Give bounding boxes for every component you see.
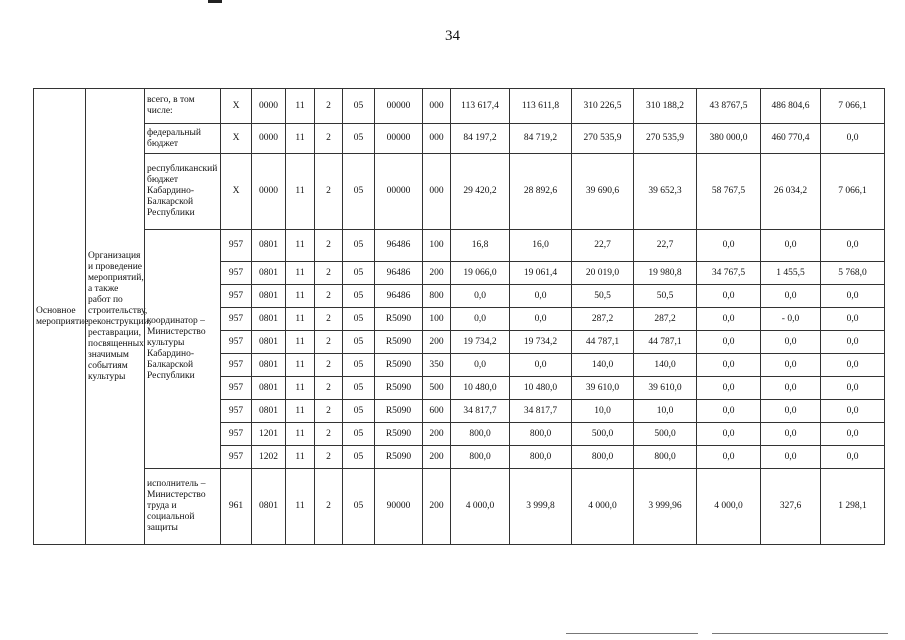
table-cell: 05 [343,423,375,446]
table-cell: 0,0 [697,354,761,377]
table-cell: R5090 [375,331,423,354]
table-cell: 961 [221,469,252,545]
table-cell: 2 [315,124,343,154]
table-cell: 11 [286,230,315,262]
table-cell: 00000 [375,124,423,154]
table-cell: 11 [286,262,315,285]
table-cell: 00000 [375,89,423,124]
table-cell: 1201 [252,423,286,446]
table-cell: 44 787,1 [634,331,697,354]
table-cell: 0,0 [821,308,885,331]
table-cell: 0,0 [761,377,821,400]
table-cell: 800 [423,285,451,308]
table-cell: 5 768,0 [821,262,885,285]
table-cell: 957 [221,400,252,423]
table-cell: 2 [315,469,343,545]
table-cell: 500 [423,377,451,400]
table-cell: 28 892,6 [510,154,572,230]
table-cell: 0,0 [510,354,572,377]
table-cell: 19 061,4 [510,262,572,285]
table-cell: 2 [315,230,343,262]
table-cell: 957 [221,331,252,354]
table-cell: 113 617,4 [451,89,510,124]
table-cell: 100 [423,230,451,262]
table-cell: 05 [343,124,375,154]
table-cell: 000 [423,89,451,124]
table-cell: 05 [343,354,375,377]
table-cell: 3 999,96 [634,469,697,545]
table-cell: 19 980,8 [634,262,697,285]
table-cell: 270 535,9 [572,124,634,154]
table-cell: 800,0 [451,446,510,469]
table-cell: 00000 [375,154,423,230]
table-cell: 39 690,6 [572,154,634,230]
table-cell: 310 188,2 [634,89,697,124]
table-cell: 800,0 [634,446,697,469]
table-cell: 0,0 [697,377,761,400]
table-cell: 0,0 [761,446,821,469]
table-cell: 0,0 [821,423,885,446]
table-cell: 05 [343,285,375,308]
table-cell: 84 197,2 [451,124,510,154]
table-row [34,124,885,154]
table-cell: X [221,89,252,124]
table-cell: 957 [221,354,252,377]
table-cell: 4 000,0 [572,469,634,545]
table-cell: 800,0 [572,446,634,469]
table-cell: 22,7 [572,230,634,262]
table-cell: 05 [343,262,375,285]
table-cell: 0,0 [510,285,572,308]
table-cell: 0,0 [821,124,885,154]
table-cell: 16,8 [451,230,510,262]
table-cell: R5090 [375,423,423,446]
table-cell: 2 [315,154,343,230]
table-cell: 0,0 [761,331,821,354]
table-cell: 39 610,0 [634,377,697,400]
table-cell: 350 [423,354,451,377]
table-cell: 11 [286,331,315,354]
table-cell: 380 000,0 [697,124,761,154]
table-cell: 0801 [252,377,286,400]
table-cell: 000 [423,154,451,230]
table-cell: 05 [343,89,375,124]
table-cell: 0801 [252,230,286,262]
table-cell: 0,0 [821,400,885,423]
executor-label: исполнитель – Министерство труда и социальной защиты [145,469,221,545]
table-cell: 0,0 [697,308,761,331]
table-cell: 1 455,5 [761,262,821,285]
table-cell: 0,0 [697,446,761,469]
table-cell: 2 [315,354,343,377]
table-cell: 200 [423,331,451,354]
table-cell: 957 [221,308,252,331]
table-cell: 200 [423,262,451,285]
table-cell: 05 [343,230,375,262]
table-cell: 113 611,8 [510,89,572,124]
table-cell: 2 [315,400,343,423]
table-cell: 22,7 [634,230,697,262]
table-cell: 800,0 [510,423,572,446]
table-cell: 2 [315,262,343,285]
table-cell: 270 535,9 [634,124,697,154]
table-cell: R5090 [375,308,423,331]
table-cell: 0801 [252,262,286,285]
table-cell: 11 [286,446,315,469]
table-cell: 39 652,3 [634,154,697,230]
table-cell: 05 [343,154,375,230]
table-cell: 0,0 [451,285,510,308]
table-cell: 0,0 [761,423,821,446]
table-cell: 0801 [252,308,286,331]
table-cell: 310 226,5 [572,89,634,124]
table-cell: 19 734,2 [510,331,572,354]
table-cell: 7 066,1 [821,89,885,124]
table-cell: 11 [286,354,315,377]
table-cell: 140,0 [572,354,634,377]
table-cell: 100 [423,308,451,331]
table-cell: 0801 [252,354,286,377]
page-number: 34 [445,28,460,44]
table-cell: X [221,154,252,230]
table-cell: 2 [315,308,343,331]
table-cell: 0,0 [697,230,761,262]
table-cell: 0801 [252,400,286,423]
table-cell: 200 [423,423,451,446]
main-event-label: Основное мероприятие [34,89,86,545]
table-cell: 05 [343,446,375,469]
table-cell: 10,0 [634,400,697,423]
table-cell: 0,0 [761,230,821,262]
table-cell: 0,0 [821,331,885,354]
table-cell: X [221,124,252,154]
table-cell: 11 [286,285,315,308]
table-cell: 2 [315,446,343,469]
table-cell: 2 [315,285,343,308]
table-cell: 0,0 [821,354,885,377]
table-cell: 05 [343,331,375,354]
table-cell: 957 [221,230,252,262]
table-cell: 11 [286,469,315,545]
table-cell: 3 999,8 [510,469,572,545]
table-cell: 43 8767,5 [697,89,761,124]
table-cell: 11 [286,423,315,446]
table-cell: 0,0 [761,285,821,308]
table-cell: 800,0 [451,423,510,446]
table-cell: 05 [343,469,375,545]
table-cell: 11 [286,400,315,423]
table-cell: 0801 [252,331,286,354]
table-cell: 39 610,0 [572,377,634,400]
budget-table [33,88,885,545]
table-cell: 11 [286,377,315,400]
table-cell: 0801 [252,469,286,545]
table-cell: 50,5 [634,285,697,308]
table-row [34,230,885,262]
table-cell: 0000 [252,89,286,124]
table-cell: 0,0 [761,354,821,377]
table-cell: 19 066,0 [451,262,510,285]
table-cell: 500,0 [572,423,634,446]
table-cell: 600 [423,400,451,423]
table-cell: 0,0 [821,230,885,262]
table-cell: 19 734,2 [451,331,510,354]
table-cell: 327,6 [761,469,821,545]
table-cell: 0,0 [451,354,510,377]
event-description: Организация и проведение мероприятий, а также работ по строительству, реконструкции, реставрации, посвященных значимым событиям культуры [86,89,145,545]
source-total: всего, в том числе: [145,89,221,124]
table-cell: 2 [315,377,343,400]
table-cell: 140,0 [634,354,697,377]
table-cell: 7 066,1 [821,154,885,230]
table-cell: 0,0 [821,446,885,469]
table-cell: 957 [221,262,252,285]
table-cell: 0000 [252,124,286,154]
table-cell: 96486 [375,262,423,285]
table-row [34,469,885,545]
table-cell: 0801 [252,285,286,308]
table-cell: 957 [221,423,252,446]
table-cell: 16,0 [510,230,572,262]
table-cell: 287,2 [634,308,697,331]
table-cell: 29 420,2 [451,154,510,230]
table-cell: 0,0 [821,377,885,400]
table-cell: 800,0 [510,446,572,469]
table-cell: R5090 [375,354,423,377]
table-cell: 20 019,0 [572,262,634,285]
table-cell: 957 [221,446,252,469]
table-cell: 50,5 [572,285,634,308]
coordinator-label: координатор – Министерство культуры Кабардино-Балкарской Республики [145,230,221,469]
table-cell: 2 [315,89,343,124]
table-cell: 000 [423,124,451,154]
footer-line [712,633,888,634]
table-cell: 4 000,0 [697,469,761,545]
table-cell: 0,0 [451,308,510,331]
table-cell: R5090 [375,446,423,469]
table-cell: 34 817,7 [510,400,572,423]
table-cell: 05 [343,377,375,400]
table-cell: 0,0 [761,400,821,423]
table-row [34,89,885,124]
table-cell: R5090 [375,400,423,423]
table-cell: 1202 [252,446,286,469]
table-cell: 4 000,0 [451,469,510,545]
table-cell: 90000 [375,469,423,545]
table-cell: 11 [286,154,315,230]
table-cell: 200 [423,469,451,545]
table-cell: 0,0 [510,308,572,331]
table-cell: 96486 [375,285,423,308]
footer-line [566,633,698,634]
table-cell: 11 [286,308,315,331]
table-cell: 0,0 [697,331,761,354]
table-cell: R5090 [375,377,423,400]
table-cell: 10,0 [572,400,634,423]
table-cell: 287,2 [572,308,634,331]
table-cell: 0,0 [697,400,761,423]
source-federal: федеральный бюджет [145,124,221,154]
table-cell: 0,0 [697,423,761,446]
table-cell: 486 804,6 [761,89,821,124]
table-cell: 957 [221,285,252,308]
table-cell: 0000 [252,154,286,230]
table-cell: 200 [423,446,451,469]
table-cell: 0,0 [697,285,761,308]
table-cell: 58 767,5 [697,154,761,230]
table-cell: 2 [315,423,343,446]
table-cell: 96486 [375,230,423,262]
table-cell: 34 767,5 [697,262,761,285]
table-cell: 460 770,4 [761,124,821,154]
table-cell: 84 719,2 [510,124,572,154]
table-cell: 26 034,2 [761,154,821,230]
table-cell: 500,0 [634,423,697,446]
scan-mark [208,0,222,3]
table-cell: 957 [221,377,252,400]
table-cell: 10 480,0 [451,377,510,400]
table-cell: - 0,0 [761,308,821,331]
table-cell: 10 480,0 [510,377,572,400]
table-cell: 34 817,7 [451,400,510,423]
table-cell: 05 [343,308,375,331]
table-cell: 05 [343,400,375,423]
table-cell: 0,0 [821,285,885,308]
table-cell: 11 [286,89,315,124]
source-republic: республиканский бюджет Кабардино-Балкарской Республики [145,154,221,230]
table-row [34,154,885,230]
table-cell: 2 [315,331,343,354]
table-cell: 44 787,1 [572,331,634,354]
table-cell: 1 298,1 [821,469,885,545]
table-cell: 11 [286,124,315,154]
